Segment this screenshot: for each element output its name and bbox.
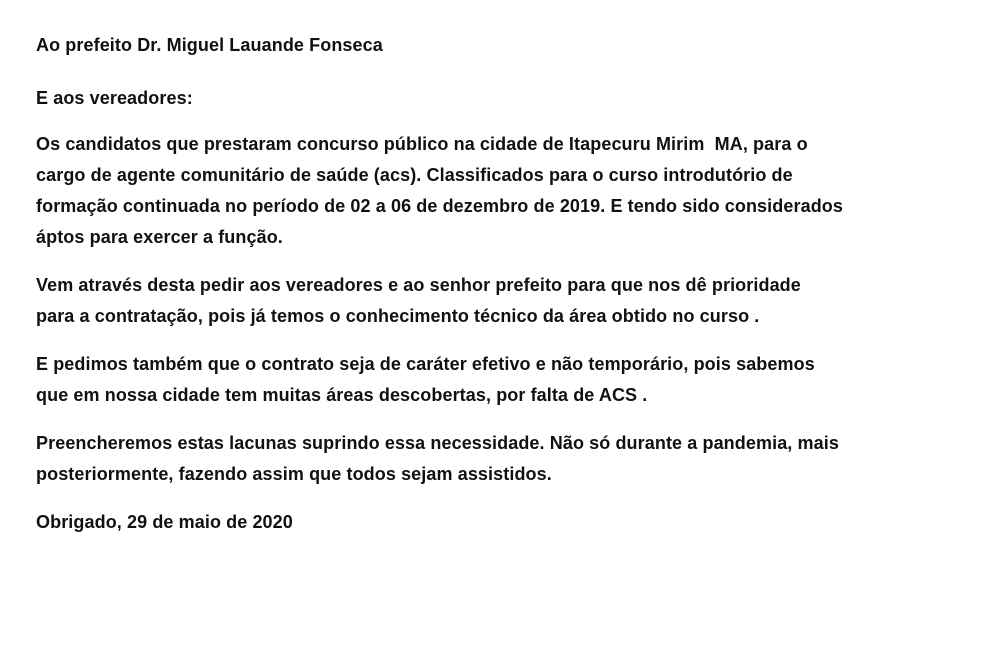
paragraph-3-line-2: que em nossa cidade tem muitas áreas descobertas, por falta de ACS .: [36, 385, 648, 405]
paragraph-4-line-2: posteriormente, fazendo assim que todos sejam assistidos.: [36, 464, 552, 484]
recipient-line-mayor: Ao prefeito Dr. Miguel Lauande Fonseca: [36, 35, 383, 55]
paragraph-4-line-1: Preencheremos estas lacunas suprindo essa necessidade. Não só durante a pandemia, mais: [36, 433, 839, 453]
letter-page: [36, 0, 976, 645]
paragraph-2-line-2: para a contratação, pois já temos o conhecimento técnico da área obtido no curso .: [36, 306, 760, 326]
paragraph-1-line-2: cargo de agente comunitário de saúde (acs). Classificados para o curso introdutório de: [36, 165, 793, 185]
paragraph-1-line-3: formação continuada no período de 02 a 06 de dezembro de 2019. E tendo sido considerados: [36, 196, 843, 216]
recipient-line-councillors: E aos vereadores:: [36, 88, 193, 108]
paragraph-2-line-1: Vem através desta pedir aos vereadores e ao senhor prefeito para que nos dê prioridade: [36, 275, 801, 295]
paragraph-3-line-1: E pedimos também que o contrato seja de caráter efetivo e não temporário, pois sabemos: [36, 354, 815, 374]
closing-line: Obrigado, 29 de maio de 2020: [36, 512, 293, 532]
paragraph-1-line-1: Os candidatos que prestaram concurso público na cidade de Itapecuru Mirim MA, para o: [36, 134, 808, 154]
paragraph-1-line-4: áptos para exercer a função.: [36, 227, 283, 247]
